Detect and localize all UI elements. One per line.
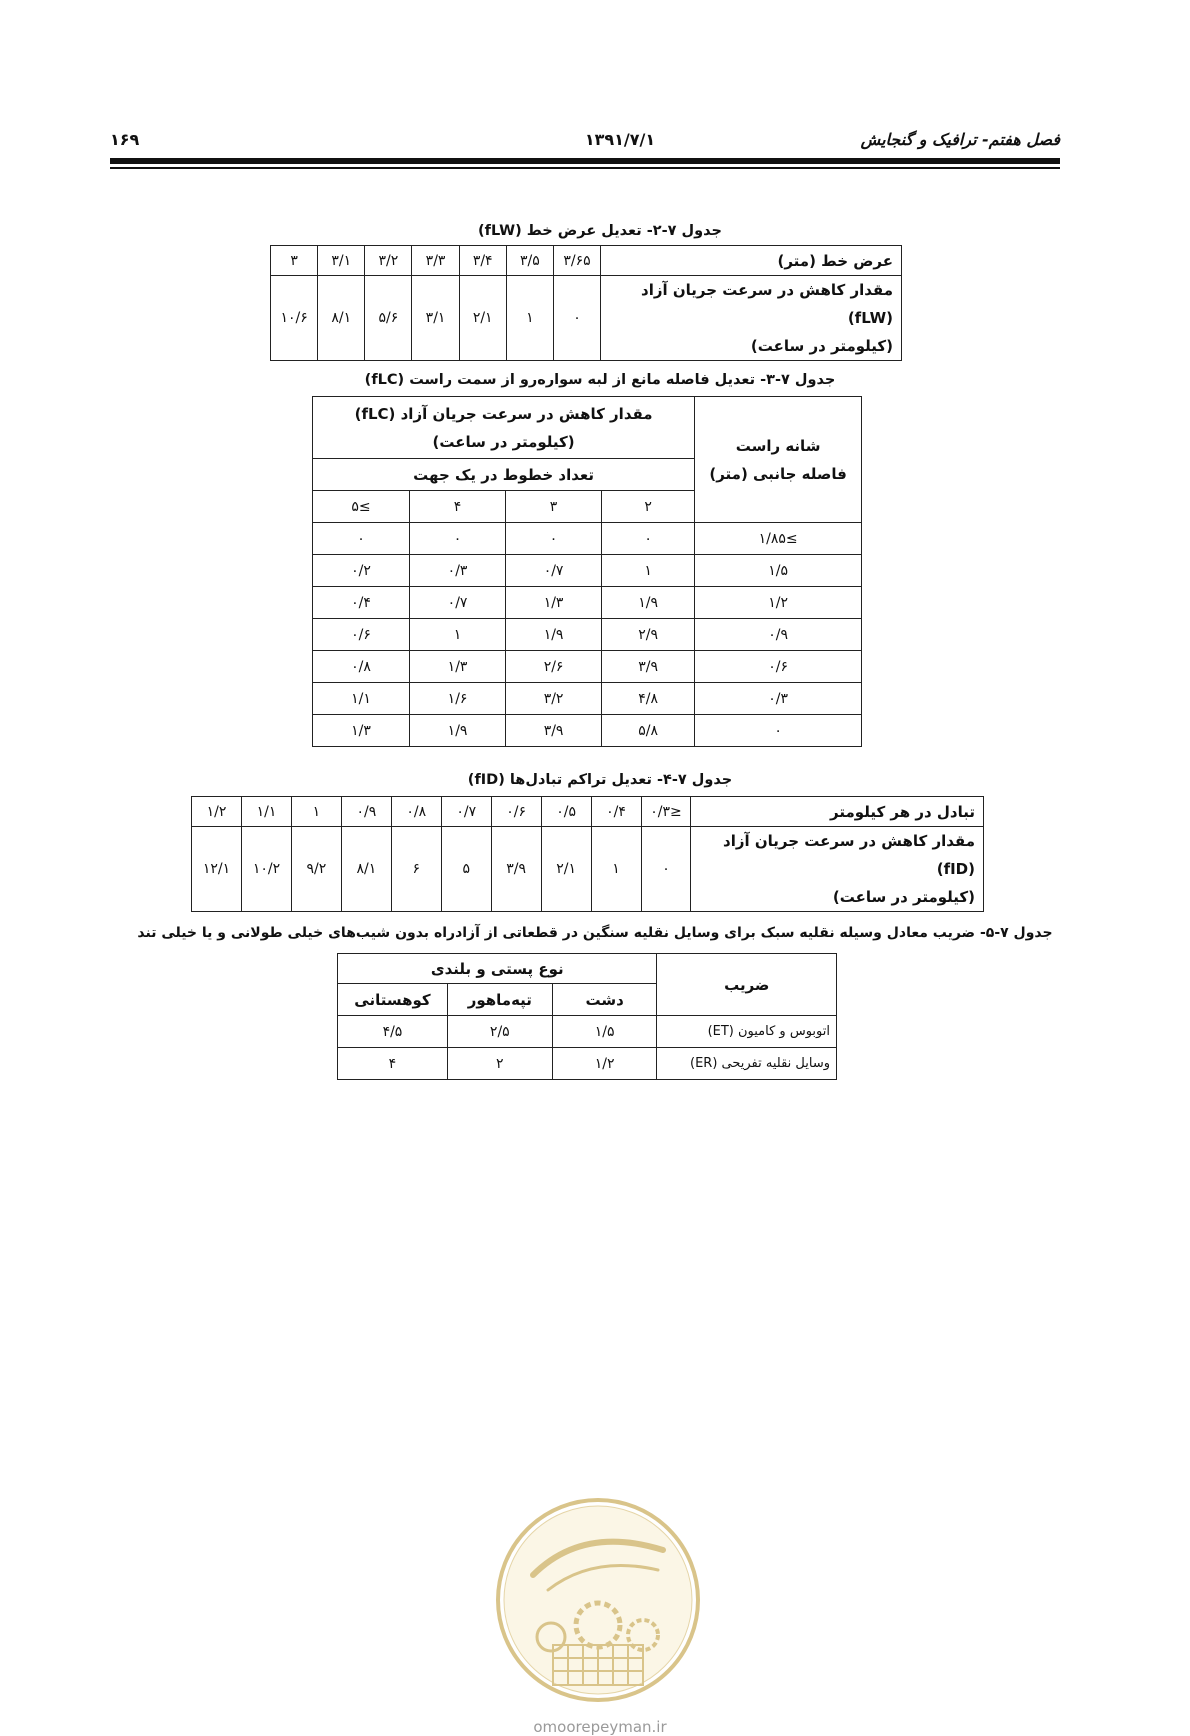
t73-lanes-header: تعداد خطوط در یک جهت bbox=[313, 459, 695, 491]
t72-width-cell: ۳/۳ bbox=[412, 246, 459, 276]
t73-cell: ۴/۸ bbox=[602, 683, 695, 715]
t75-row-label: اتوبوس و کامیون (ET) bbox=[657, 1016, 837, 1048]
table-row bbox=[338, 1048, 837, 1080]
t73-cell: ۳/۹ bbox=[602, 651, 695, 683]
t74-reduction-cell: ۱۰/۲ bbox=[241, 827, 291, 912]
table-row bbox=[313, 683, 862, 715]
t73-cell: ۱/۳ bbox=[313, 715, 410, 747]
t73-cell: ۰/۸ bbox=[313, 651, 410, 683]
t74-reduction-cell: ۳/۹ bbox=[491, 827, 541, 912]
t75-cell: ۲/۵ bbox=[447, 1016, 552, 1048]
t73-cell: ۰/۲ bbox=[313, 555, 410, 587]
t73-cell: ۱/۹ bbox=[410, 715, 506, 747]
table-7-4-caption: جدول ۷-۴- تعدیل تراکم تبادل‌ها (fID) bbox=[467, 772, 733, 788]
page-number: ۱۶۹ bbox=[110, 130, 140, 149]
table-row bbox=[313, 555, 862, 587]
t74-density-cell: ۱ bbox=[291, 797, 341, 827]
t73-left-header-line1: شانه راست bbox=[735, 436, 821, 455]
t72-reduction-cell: ۰ bbox=[553, 276, 600, 361]
t72-width-cell: ۳/۶۵ bbox=[553, 246, 600, 276]
t73-cell: ۰/۶ bbox=[313, 619, 410, 651]
table-row bbox=[313, 523, 862, 555]
t74-density-cell: ۱/۱ bbox=[241, 797, 291, 827]
t73-cell: ۱/۳ bbox=[506, 587, 602, 619]
t72-width-cell: ۳/۵ bbox=[506, 246, 553, 276]
t73-cell: ۰/۷ bbox=[506, 555, 602, 587]
t73-cell: ۲/۹ bbox=[602, 619, 695, 651]
t72-row2-label-line1: مقدار کاهش در سرعت جریان آزاد (fLW) bbox=[641, 281, 893, 327]
t72-width-cell: ۳/۲ bbox=[365, 246, 412, 276]
t72-reduction-cell: ۵/۶ bbox=[365, 276, 412, 361]
t74-reduction-cell: ۵ bbox=[441, 827, 491, 912]
watermark-logo bbox=[493, 1495, 703, 1705]
t73-cell: ۰/۳ bbox=[695, 683, 862, 715]
t72-reduction-cell: ۸/۱ bbox=[318, 276, 365, 361]
t72-width-cell: ۳/۱ bbox=[318, 246, 365, 276]
table-row bbox=[313, 651, 862, 683]
t75-cell: ۴/۵ bbox=[338, 1016, 448, 1048]
t73-cell: ۰ bbox=[410, 523, 506, 555]
t73-cell: ۰ bbox=[602, 523, 695, 555]
t75-row-label: وسایل نقلیه تفریحی (ER) bbox=[657, 1048, 837, 1080]
t74-reduction-cell: ۰ bbox=[641, 827, 691, 912]
table-row bbox=[313, 587, 862, 619]
t72-row1-label: عرض خط (متر) bbox=[601, 246, 902, 276]
t74-row1-label: تبادل در هر کیلومتر bbox=[691, 797, 984, 827]
table-7-3 bbox=[312, 396, 862, 747]
t73-cell: ۰ bbox=[313, 523, 410, 555]
t74-row2-label-line2: (کیلومتر در ساعت) bbox=[832, 888, 975, 906]
t73-cell: ۳/۹ bbox=[506, 715, 602, 747]
t73-left-header bbox=[695, 397, 862, 523]
header-rule-thick bbox=[110, 158, 1060, 164]
t73-cell: ۰ bbox=[506, 523, 602, 555]
header-date: ۱۳۹۱/۷/۱ bbox=[584, 130, 656, 149]
t74-reduction-cell: ۱۲/۱ bbox=[192, 827, 242, 912]
table-row bbox=[313, 715, 862, 747]
t72-reduction-cell: ۳/۱ bbox=[412, 276, 459, 361]
t75-cell: ۱/۵ bbox=[552, 1016, 657, 1048]
t72-reduction-cell: ۲/۱ bbox=[459, 276, 506, 361]
t75-cell: ۴ bbox=[338, 1048, 448, 1080]
t74-density-cell: ≤۰/۳ bbox=[641, 797, 691, 827]
t74-density-cell: ۰/۶ bbox=[491, 797, 541, 827]
t74-row2-label-line1: مقدار کاهش در سرعت جریان آزاد (fID) bbox=[723, 832, 975, 878]
t73-lane-count: ۳ bbox=[506, 491, 602, 523]
t74-row2-label bbox=[691, 827, 984, 912]
chapter-title: فصل هفتم- ترافیک و گنجایش bbox=[860, 130, 1060, 149]
table-row bbox=[313, 619, 862, 651]
table-7-2-caption: جدول ۷-۲- تعدیل عرض خط (fLW) bbox=[478, 223, 722, 239]
t75-cell: ۲ bbox=[447, 1048, 552, 1080]
t74-reduction-cell: ۶ bbox=[391, 827, 441, 912]
t73-cell: ۱/۵ bbox=[695, 555, 862, 587]
t73-top-header-line1: مقدار کاهش در سرعت جریان آزاد (fLC) bbox=[354, 404, 653, 423]
t73-cell: ≥۱/۸۵ bbox=[695, 523, 862, 555]
t75-cell: ۱/۲ bbox=[552, 1048, 657, 1080]
t72-reduction-cell: ۱ bbox=[506, 276, 553, 361]
t73-cell: ۰/۴ bbox=[313, 587, 410, 619]
t73-top-header-line2: (کیلومتر در ساعت) bbox=[432, 432, 575, 451]
t74-density-cell: ۰/۷ bbox=[441, 797, 491, 827]
table-7-5-caption: جدول ۷-۵- ضریب معادل وسیله نقلیه سبک برای وسایل نقلیه سنگین در قطعاتی از آزادراه بدون شیب‌های خیلی طولانی و یا خیلی تند bbox=[137, 925, 1053, 941]
page-header bbox=[110, 130, 1060, 152]
t74-reduction-cell: ۸/۱ bbox=[341, 827, 391, 912]
t75-terrain: تپه‌ماهور bbox=[447, 984, 552, 1016]
t73-cell: ۱ bbox=[602, 555, 695, 587]
t72-reduction-cell: ۱۰/۶ bbox=[271, 276, 318, 361]
t74-reduction-cell: ۲/۱ bbox=[541, 827, 591, 912]
t72-row2-label-line2: (کیلومتر در ساعت) bbox=[750, 337, 893, 355]
t75-terrain: کوهستانی bbox=[338, 984, 448, 1016]
t73-cell: ۰/۶ bbox=[695, 651, 862, 683]
t73-left-header-line2: فاصله جانبی (متر) bbox=[709, 464, 847, 483]
t72-row2-label bbox=[601, 276, 902, 361]
t73-lane-count: ≥۵ bbox=[313, 491, 410, 523]
t73-cell: ۲/۶ bbox=[506, 651, 602, 683]
t75-coef-header: ضریب bbox=[657, 954, 837, 1016]
table-7-4 bbox=[191, 796, 984, 912]
table-7-3-caption: جدول ۷-۳- تعدیل فاصله مانع از لبه سواره‌رو از سمت راست (fLC) bbox=[364, 372, 836, 388]
t73-cell: ۰/۹ bbox=[695, 619, 862, 651]
t73-lane-count: ۴ bbox=[410, 491, 506, 523]
t74-density-cell: ۰/۴ bbox=[591, 797, 641, 827]
t73-cell: ۱/۱ bbox=[313, 683, 410, 715]
t74-density-cell: ۰/۸ bbox=[391, 797, 441, 827]
t73-cell: ۱/۹ bbox=[506, 619, 602, 651]
t73-cell: ۳/۲ bbox=[506, 683, 602, 715]
header-rule-thin bbox=[110, 167, 1060, 169]
table-7-2 bbox=[270, 245, 902, 361]
t73-cell: ۵/۸ bbox=[602, 715, 695, 747]
t73-top-header bbox=[313, 397, 695, 459]
t74-density-cell: ۰/۵ bbox=[541, 797, 591, 827]
t73-cell: ۱/۲ bbox=[695, 587, 862, 619]
t74-reduction-cell: ۱ bbox=[591, 827, 641, 912]
t73-cell: ۰/۳ bbox=[410, 555, 506, 587]
t73-cell: ۱/۶ bbox=[410, 683, 506, 715]
t74-density-cell: ۱/۲ bbox=[192, 797, 242, 827]
t73-cell: ۰ bbox=[695, 715, 862, 747]
t72-width-cell: ۳ bbox=[271, 246, 318, 276]
t73-cell: ۱/۹ bbox=[602, 587, 695, 619]
table-row bbox=[338, 1016, 837, 1048]
t73-cell: ۱/۳ bbox=[410, 651, 506, 683]
t75-terrain-header: نوع پستی و بلندی bbox=[338, 954, 657, 984]
t73-cell: ۱ bbox=[410, 619, 506, 651]
t75-terrain: دشت bbox=[552, 984, 657, 1016]
t73-cell: ۰/۷ bbox=[410, 587, 506, 619]
table-7-5 bbox=[337, 953, 837, 1080]
watermark-website: omoorepeyman.ir bbox=[533, 1718, 667, 1736]
t74-reduction-cell: ۹/۲ bbox=[291, 827, 341, 912]
t73-lane-count: ۲ bbox=[602, 491, 695, 523]
t74-density-cell: ۰/۹ bbox=[341, 797, 391, 827]
t72-width-cell: ۳/۴ bbox=[459, 246, 506, 276]
